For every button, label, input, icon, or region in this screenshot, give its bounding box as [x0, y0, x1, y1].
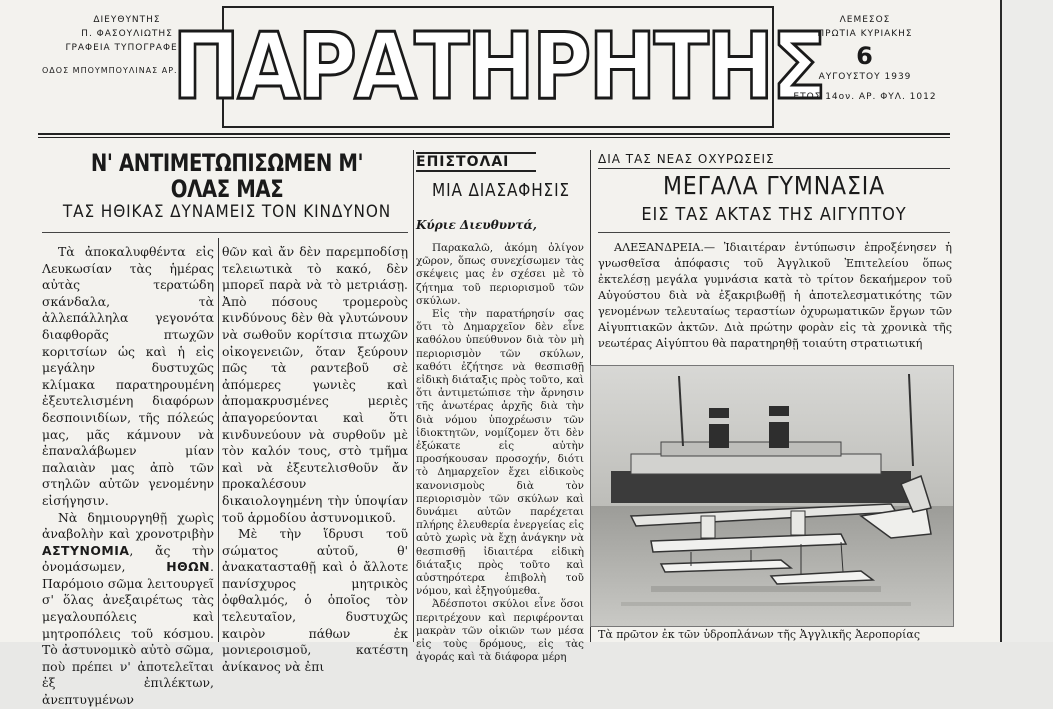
- viewer-margin: [1000, 0, 1053, 642]
- letter-paragraph: Παρακαλῶ, ἀκόμη ὀλίγον χῶρον, ὅπως συνεχίσωμεν τὰς σκέψεις μας ἐν σχέσει μὲ τὸ ζήτημα τοῦ περιορισμοῦ τῶν σκύλων.: [416, 242, 584, 307]
- section-label-letters: ΕΠΙΣΤΟΛΑΙ: [416, 152, 536, 172]
- masthead-month-year: ΑΥΓΟΥΣΤΟΥ 1939: [818, 72, 912, 83]
- lead-column-2: [222, 244, 408, 674]
- right-text: Ἰδιαιτέραν ἐντύπωσιν ἐπροξένησεν ἡ γνωσθεῖσα ἀπόφασις τοῦ Ἀγγλικοῦ Ἐπιτελείου ὅπως ἐκτελέσῃ μεγάλα γυμνάσια κατὰ τὸ τρίτον δεκαήμερον τοῦ Αὐγούστου διὰ νὰ ἐξακριβωθῇ ἡ ἀποτελεσματικότης τῶν γενομένων τελευταίως τεραστίων ὀχυρωματικῶν ἔργων τῶν Αἰγυπτιακῶν ἀκτῶν. Διὰ πρώτην φορὰν εἰς τὰ χρονικὰ τῆς νεωτέρας Αἰγύπτου θὰ παρατηρηθῇ τοιαύτη στρατιωτική: [598, 241, 952, 350]
- right-headline: ΜΕΓΑΛΑ ΓΥΜΝΑΣΙΑ: [662, 171, 886, 200]
- masthead-city: ΛΕΜΕΣΟΣ: [839, 15, 891, 25]
- right-rule: [598, 232, 950, 233]
- lead-text: Νὰ δημιουργηθῇ χωρὶς ἀναβολὴν καὶ χρονοτριβὴν: [42, 509, 214, 542]
- lead-text: . Παρόμοιο σῶμα λειτουργεῖ σ' ὅλας ἀνεξαιρέτως τὰς μεγαλουπόλεις καὶ μητροπόλεις τοῦ κόσμου. Τὸ ἀστυνομικὸ αὐτὸ σῶμα, ποὺ πρέπει ν' ἀποτελεῖται ἐξ ἐπιλέκτων, ἀνεπτυγμένων: [42, 559, 214, 708]
- letter-paragraph: Ἀδέσποτοι σκύλοι εἶνε ὅσοι περιτρέχουν καὶ περιφέρονται μακρὰν τῶν οἰκιῶν των μέσα εἰς τοὺς δρόμους, εἰς τὰς ἀγοράς καὶ τὰ διάφορα μέρη: [416, 598, 584, 664]
- right-dateline: ΑΛΕΞΑΝΔΡΕΙΑ.—: [614, 241, 716, 254]
- right-paragraph: [598, 240, 952, 352]
- masthead-date-info: [780, 14, 950, 104]
- seaplane-photo: [590, 365, 954, 627]
- publisher-name: Π. ΦΑΣΟΥΛΙΩΤΗΣ: [81, 28, 173, 39]
- masthead-issue: ΕΤΟΣ 14ον. ΑΡ. ΦΥΛ. 1012: [793, 91, 937, 102]
- lead-headline: Ν' ΑΝΤΙΜΕΤΩΠΙΣΩΜΕΝ Μ' ΟΛΑΣ ΜΑΣ: [90, 149, 364, 204]
- lead-bold-term: ΑΣΤΥΝΟΜΙΑ: [42, 542, 130, 558]
- lead-subheadline: ΤΑΣ ΗΘΙΚΑΣ ΔΥΝΑΜΕΙΣ ΤΟΝ ΚΙΝΔΥΝΟΝ: [62, 202, 392, 222]
- letter-body: [416, 242, 584, 664]
- publisher-role: ΔΙΕΥΘΥΝΤΗΣ: [93, 15, 161, 25]
- letter-title: ΜΙΑ ΔΙΑΣΑΦΗΣΙΣ: [432, 180, 570, 201]
- lead-paragraph: Μὲ τὴν ἵδρυσι τοῦ σώματος αὐτοῦ, θ' ἀνακατασταθῇ καὶ ὁ ἄλλοτε πανίσχυρος μητρικὸς ὀφθαλμός, ὁ ὁποῖος τὸν τελευταῖον, δυστυχῶς καιρὸν πάθων ἐκ μονιεροισμοῦ, κατέστη ἀνίκανος νὰ ἐπι: [222, 526, 408, 674]
- masthead-rule: [38, 133, 950, 135]
- masthead-rule-thin: [38, 137, 950, 138]
- column-divider: [218, 238, 219, 642]
- publisher-offices: ΓΡΑΦΕΙΑ ΤΥΠΟΓΡΑΦΕΙΑ: [65, 42, 189, 53]
- publisher-address: ΟΔΟΣ ΜΠΟΥΜΠΟΥΛΙΝΑΣ ΑΡ. 11: [42, 65, 194, 75]
- right-subheadline: ΕΙΣ ΤΑΣ ΑΚΤΑΣ ΤΗΣ ΑΙΓΥΠΤΟΥ: [641, 204, 907, 225]
- masthead-day: 6: [856, 42, 874, 70]
- masthead-weekday: ΠΡΩΤΙΑ ΚΥΡΙΑΚΗΣ: [817, 28, 913, 39]
- letter-greeting: Κύριε Διευθυντά,: [416, 218, 537, 232]
- letter-paragraph: Εἰς τὴν παρατήρησίν σας ὅτι τὸ Δημαρχεῖον δὲν εἶνε καθόλου ὑπεύθυνον διὰ τὸν μὴ περιορισμὸν τῶν σκύλων, καθότι ἐζήτησε νὰ θεσπισθῇ εἰδικὴ διάταξις πρὸς τοῦτο, καὶ ὅτι ἀντιμετώπισε τὴν ἄρνησιν τῆς ἀνωτέρας ἀρχῆς διὰ τὴν διὰ νόμου ὑποχρέωσιν τῶν ἰδιοκτητῶν, νομίζομεν ὅτι δὲν ἐξώκατε εἰς αὐτὴν προσήκουσαν προσοχήν, διότι τὸ Δημαρχεῖον ἔχει εἰδικοὺς κανονισμοὺς διὰ τὸν περιορισμὸν τῶν σκύλων καὶ δυνάμει αὐτῶν παρέχεται πλήρης ἐλευθερία ἐνεργείας εἰς αὐτὸ χωρὶς νὰ ἔχῃ ἀνάγκην νὰ θεσπισθῇ ἰδιαιτέρα εἰδικὴ διάταξις πρὸς τοῦτο καὶ αὐστηρότερα ἐπιβολὴ τοῦ νόμου, καὶ ἐξηγούμεθα.: [416, 308, 584, 598]
- newspaper-title: ΠΑΡΑΤΗΡΗΤΗΣ: [172, 13, 824, 120]
- right-body: [598, 240, 952, 360]
- lead-paragraph: θῶν καὶ ἄν δὲν παρεμποδίσῃ τελειωτικὰ τὸ κακό, δὲν μπορεῖ παρὰ νὰ τὸ μετριάσῃ. Ἀπὸ πόσους τρομεροὺς κινδύνους δὲν θὰ γλυτώνουν νὰ σωθοῦν κορίτσια πτωχῶν οἰκογενειῶν, ὅταν ξεύρουν πῶς τὰ ραντεβοῦ σὲ ἀπόμερες γωνιὲς καὶ ἀπομακρυσμένες μεριὲς ἀπαγορεύονται καὶ ὅτι κινδυνεύουν νὰ συρθοῦν μὲ τὸν καλόν τους, στὸ τμῆμα καὶ νὰ ἐξευτελισθοῦν ἄν προκαλέσουν δικαιολογημένη τὴν ὑποψίαν τοῦ ἁρμοδίου ἀστυνομικοῦ.: [222, 244, 408, 525]
- lead-paragraph: Τὰ ἀποκαλυφθέντα εἰς Λευκωσίαν τὰς ἡμέρας αὐτὰς τερατώδη σκάνδαλα, τὰ ἀλλεπάλληλα γεγονότα διαφθορᾶς πτωχῶν κοριτσίων ὡς καὶ ἡ εἰς μεγάλην δυστυχῶς κλίμακα παρατηρουμένη ἐξευτελισμένη διαφόρων δεσποινιδίων, τῆς πόλεώς μας, μᾶς κάμνουν νὰ ἐπαναλάβωμεν μίαν παλαιὰν μας ἀπὸ τῶν στηλῶν αὐτῶν γενομένην εἰσήγησιν.: [42, 244, 214, 508]
- lead-bold-term: ΗΘΩΝ: [166, 559, 211, 575]
- lead-column-1: [42, 244, 214, 708]
- lead-rule: [42, 232, 408, 233]
- seaplane-illustration: [591, 366, 953, 626]
- lead-paragraph: [42, 510, 214, 709]
- lead-text: , ἄς τὴν ὀνομάσωμεν,: [42, 542, 214, 575]
- column-divider: [413, 150, 414, 642]
- right-kicker: ΔΙΑ ΤΑΣ ΝΕΑΣ ΟΧΥΡΩΣΕΙΣ: [598, 152, 950, 169]
- photo-caption: Τὰ πρῶτον ἐκ τῶν ὑδροπλάνων τῆς Ἀγγλικῆς Ἀεροπορίας: [598, 628, 920, 641]
- masthead-title-box: [172, 6, 824, 128]
